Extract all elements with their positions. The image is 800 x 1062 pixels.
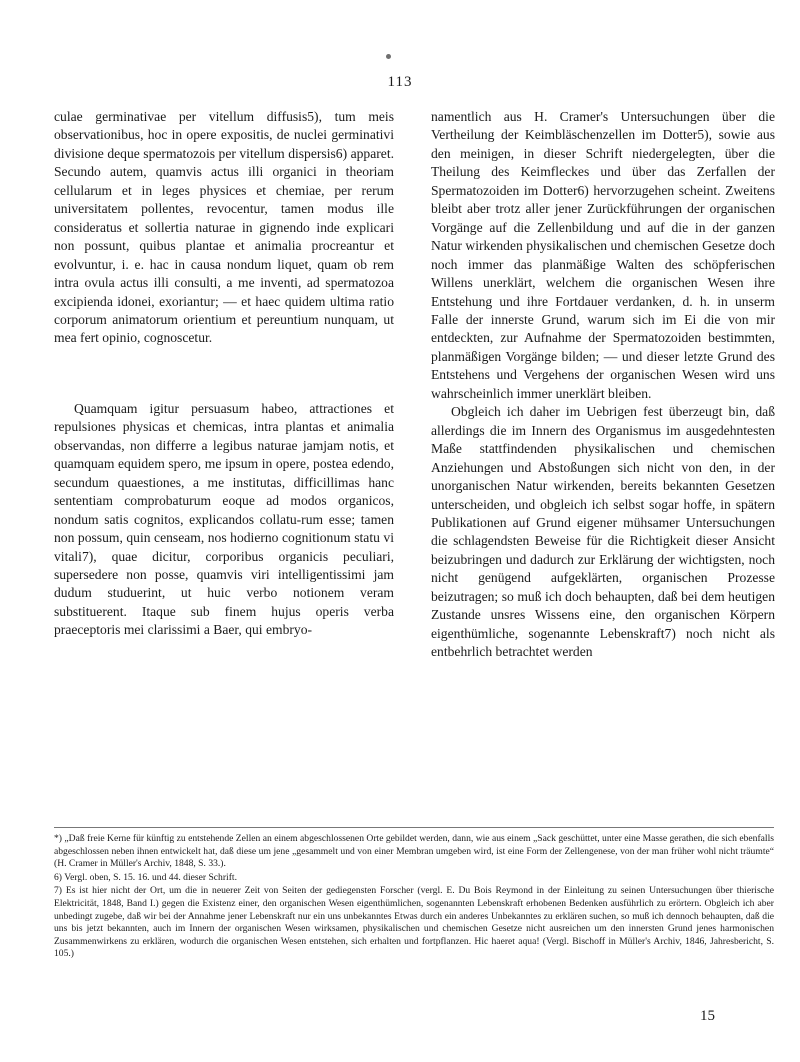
footnote-divider xyxy=(54,827,774,828)
page-number: 113 xyxy=(387,74,413,90)
latin-paragraph-1: culae germinativae per vitellum diffusis5), tum meis observationibus, hoc in opere expositis, de nuclei germinativi divisione deque spermatozois per vitellum dispersis6) apparet. Secundo autem, quamvis actus illi organici in theoriam cellularum et in leges physices et chemiae, per rerum universitatem pollentes, revocentur, tamen modus ille consideratus et sollertia naturae in gignendo inde explicari non possunt, quibus plantae et animalia procreantur et evolvuntur, i. e. hac in causa nondum liquet, quam ob rem intra ovula actus illi consulti, a me inventi, ad spermatozoa excipienda idonei, exoriantur; — et haec quidem ultima ratio corporum animatorum orientium et pereuntium nunquam, ut mea fert opinio, cognoscetur. xyxy=(54,109,394,346)
footnote-5: *) „Daß freie Kerne für künftig zu entstehende Zellen an einem abgeschlossenen Orte gebildet werden, dann, wie aus einem „Sack geschüttet, unter eine Masse gerathen, die sich ebenfalls abgeschlossen neben ihnen entwickelt hat, daß diese um jene „gesammelt und von einer Membran umgeben wird, ist eine Form der Zellengenese, von der man früher wohl nicht träumte“ (H. Cramer in Müller's Archiv, 1848, S. 33.). xyxy=(54,833,774,870)
footnote-7: 7) Es ist hier nicht der Ort, um die in neuerer Zeit von Seiten der gediegensten Forscher (vergl. E. Du Bois Reymond in der Einleitung zu seinen Untersuchungen über thierische Elektricität, 1848, Band I.) gegen die Existenz einer, den organischen Wesen eigenthümlichen, sogenannten Lebenskraft erhobenen Bedenken ausführlich zu erörtern. Obgleich ich aber unbedingt zugebe, daß wir bei der Annahme jener Lebenskraft nur ein uns unbekanntes Etwas durch ein anderes Unbekanntes zu erklären suchen, so muß ich dennoch behaupten, daß die uns bis jetzt bekannten, auch im Innern der organischen Wesen wirksamen, physikalischen und chemischen Gesetze nicht ausreichen um den innersten Grund jenes harmonischen Zusammenwirkens zu erklären, wodurch die organischen Wesen entstehen, sich erhalten und fortpflanzen. Hic haeret aqua! (Vergl. Bischoff in Müller's Archiv, 1846, Jahresbericht, S. 105.) xyxy=(54,885,774,960)
latin-paragraph-2: Quamquam igitur persuasum habeo, attractiones et repulsiones physicas et chemicas, intra plantas et animalia observandas, non differre a legibus naturae jamjam notis, et quamquam equidem spero, me ipsum in opere, postea edendo, secundum quaestiones, a me institutas, difficillimas hanc sententiam comprobaturum eoque ad modos organicos, nondum satis cognitos, explicandos collatu-rum esse; tamen non possum, quin censeam, nos hodierno cognitionum statu vi vitali7), quae dicitur, corporibus organicis peculiari, supersedere non posse, quamvis viri intelligentissimi jam dudum studuerint, ut huic verbo notionem veram substituerent. Itaque sub finem hujus operis verba praeceptoris mei clarissimi a Baer, qui embryo- xyxy=(54,400,394,638)
german-column xyxy=(431,108,775,662)
german-paragraph-2: Obgleich ich daher im Uebrigen fest überzeugt bin, daß allerdings die im Innern des Organismus im ausgedehntesten Maße stattfindenden physikalischen und chemischen Anziehungen und Abstoßungen sich nicht von den, in der unorganischen Natur wirkenden, bereits bekannten Gesetzen unterscheiden, und obgleich ich selbst sogar hoffe, in spätern Publikationen auf Grund eigener mühsamer Untersuchungen die schlagendsten Beweise für die Richtigkeit dieser Ansicht beizubringen und dadurch zur Erklärung der wichtigsten, noch nicht genügend aufgeklärten, organischen Prozesse beizutragen; so muß ich doch behaupten, daß bei dem heutigen Zustande unsres Wissens eine, den organischen Körpern eigenthümliche, sogenannte Lebenskraft7) noch nicht als entbehrlich betrachtet werden xyxy=(431,404,775,660)
print-speck xyxy=(386,54,391,59)
footnotes xyxy=(54,833,774,962)
signature-mark: 15 xyxy=(700,1008,715,1024)
german-paragraph-1: namentlich aus H. Cramer's Untersuchungen über die Vertheilung der Keimbläschenzellen im Dotter5), sowie aus den meinigen, in dieser Schrift niedergelegten, über die Theilung des Keimfleckes und über das Zerfallen der Spermatozoiden im Dotter6) hervorzugehen scheint. Zweitens bleibt aber trotz aller jener Zurückführungen der organischen Vorgänge auf die Zellenbildung und auf die in der ganzen Natur wirkenden physikalischen und chemischen Gesetze doch noch immer das planmäßige Walten des schöpferischen Willens unerklärt, welchem die organischen Wesen ihre Entstehung und ihre Fortdauer verdanken, d. h. in unserm Falle der innerste Grund, warum sich im Ei die von mir entdeckten, zur Aufnahme der Spermatozoiden bestimmten, planmäßigen Vorgänge bilden; — und dieser letzte Grund des Entstehens und Vergehens der organischen Wesen wird uns wahrscheinlich immer unerklärt bleiben. xyxy=(431,109,775,401)
latin-column xyxy=(54,108,394,640)
footnote-6: 6) Vergl. oben, S. 15. 16. und 44. dieser Schrift. xyxy=(54,871,237,883)
